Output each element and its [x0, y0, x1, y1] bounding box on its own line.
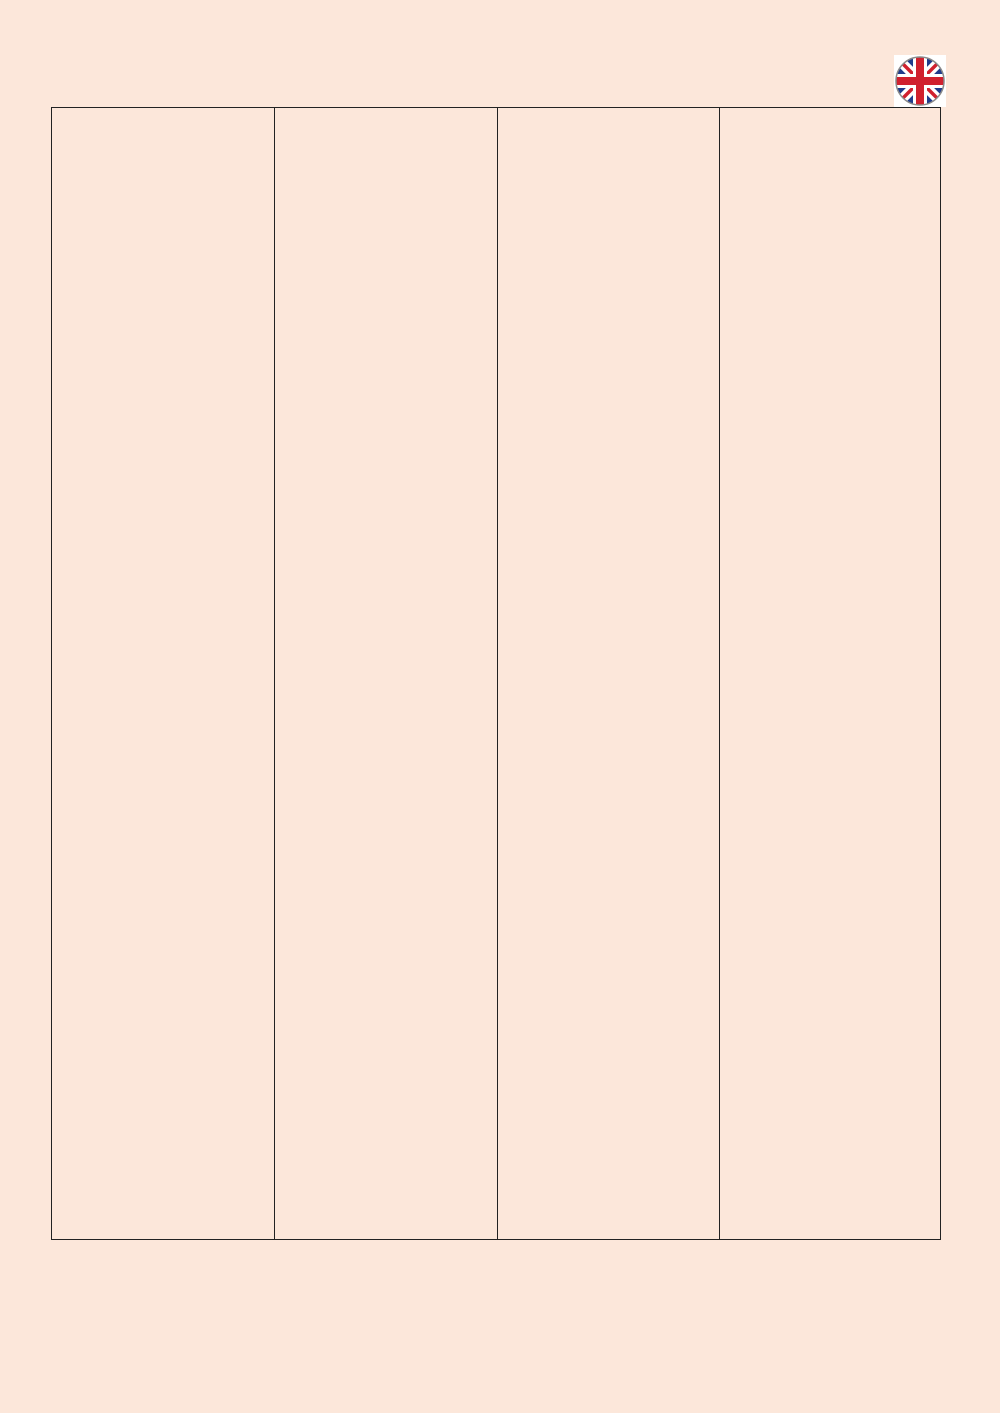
vocabulary-table: [51, 107, 941, 1240]
column-divider: [719, 108, 720, 1239]
column-divider: [274, 108, 275, 1239]
column-divider: [497, 108, 498, 1239]
uk-flag-icon: [894, 55, 946, 107]
